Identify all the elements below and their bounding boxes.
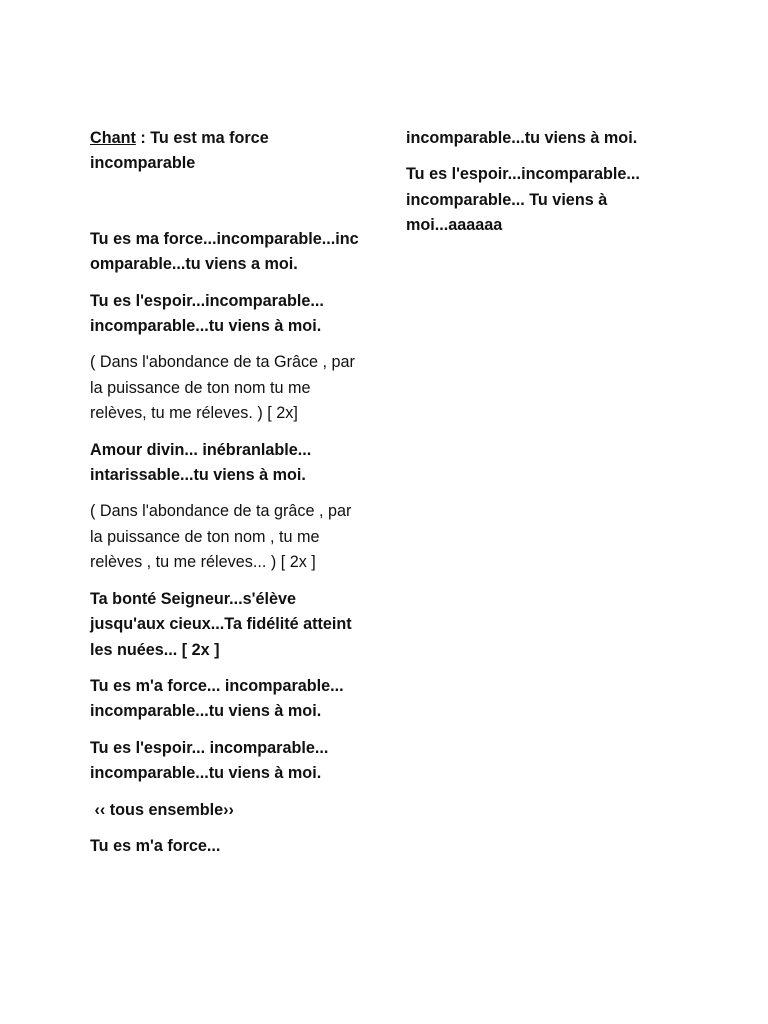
bridge: Ta bonté Seigneur...s'élève jusqu'aux cieux...Ta fidélité atteint les nuées... [ 2x ] [90, 589, 352, 659]
chorus-2: ( Dans l'abondance de ta grâce , par la puissance de ton nom , tu me relèves , tu me réleves... ) [ 2x ] [90, 502, 352, 572]
title-text: Tu est ma force incomparable [90, 129, 269, 173]
chorus-1: ( Dans l'abondance de ta Grâce , par la puissance de ton nom tu me relèves, tu me réleves. ) [ 2x] [90, 353, 355, 423]
verse-5: Tu es l'espoir... incomparable... incomparable...tu viens à moi. [90, 738, 329, 783]
verse-1: Tu es ma force...incomparable...incomparable...tu viens a moi. [90, 229, 359, 274]
verse-3: Amour divin... inébranlable... intarissable...tu viens à moi. [90, 440, 312, 485]
verse-4: Tu es m'a force... incomparable... incomparable...tu viens à moi. [90, 676, 344, 721]
title-label: Chant [90, 129, 136, 147]
verse-6-start: Tu es m'a force... [90, 836, 221, 855]
verse-6-end: incomparable...tu viens à moi. [406, 129, 638, 147]
title-separator: : [135, 129, 151, 147]
final-verse: Tu es l'espoir...incomparable... incomparable... Tu viens à moi...aaaaaa [406, 165, 640, 235]
verse-2: Tu es l'espoir...incomparable... incomparable...tu viens à moi. [90, 291, 324, 336]
song-title [90, 126, 362, 177]
right-column [406, 126, 678, 250]
left-column [90, 126, 362, 870]
title-spacer [90, 177, 362, 227]
instruction-all-together: ‹‹ tous ensemble›› [90, 800, 234, 819]
